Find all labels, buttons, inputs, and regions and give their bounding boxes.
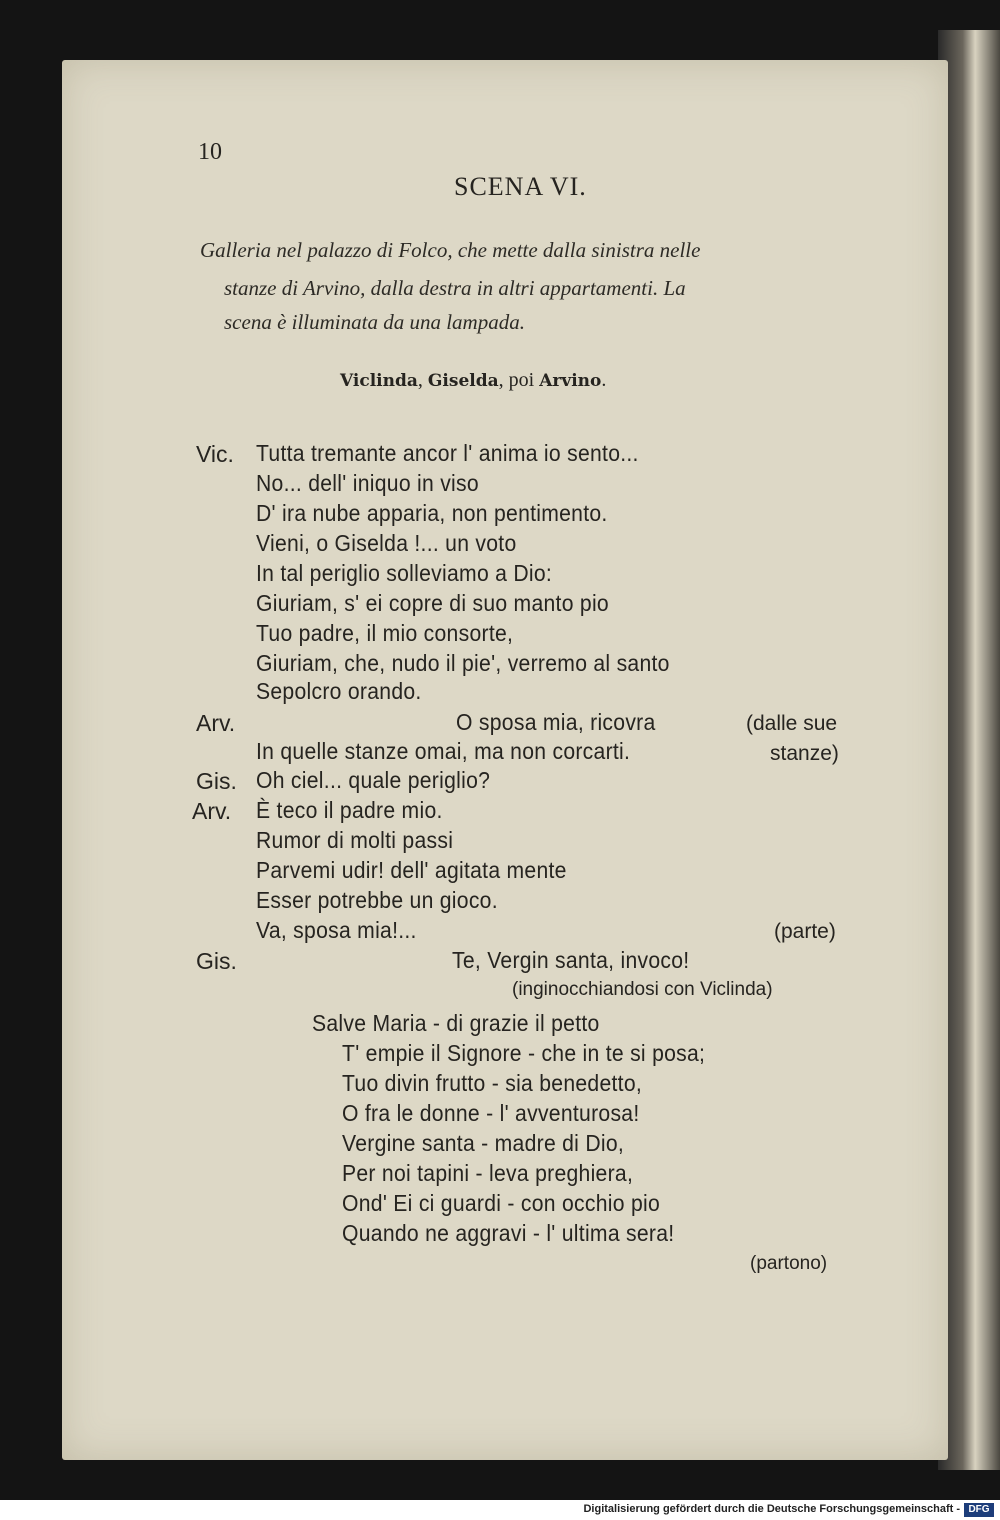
page-number: 10 — [198, 139, 222, 165]
speaker-label: Gis. — [196, 948, 237, 974]
stage-direction: (dalle sue — [746, 712, 838, 735]
verse-line: Tuo padre, il mio consorte, — [256, 620, 514, 646]
character-list: Viclinda, Giselda, poi Arvino. — [340, 369, 607, 391]
verse-line: Giuriam, che, nudo il pie', verremo al santo — [256, 650, 670, 676]
verse-line: Parvemi udir! dell' agitata mente — [256, 857, 567, 883]
verse-line: Sepolcro orando. — [256, 678, 422, 704]
speaker-label: Arv. — [192, 798, 232, 824]
verse-line: Rumor di molti passi — [256, 827, 454, 853]
stage-direction-line: stanze di Arvino, dalla destra in altri appartamenti. La — [224, 276, 686, 300]
prayer-line: Vergine santa - madre di Dio, — [342, 1130, 625, 1156]
verse-line: Te, Vergin santa, invoco! — [452, 947, 690, 973]
speaker-label: Gis. — [196, 768, 237, 794]
prayer-line: Per noi tapini - leva preghiera, — [342, 1160, 634, 1186]
prayer-line: Salve Maria - di grazie il petto — [312, 1010, 600, 1036]
verse-line: Tutta tremante ancor l' anima io sento... — [256, 440, 639, 466]
speaker-label: Vic. — [196, 441, 234, 467]
prayer-line: Ond' Ei ci guardi - con occhio pio — [342, 1190, 661, 1216]
verse-line: Vieni, o Giselda !... un voto — [256, 530, 517, 556]
character-separator: , — [417, 369, 423, 391]
stage-direction: stanze) — [770, 742, 839, 765]
verse-line: O sposa mia, ricovra — [456, 709, 656, 735]
stage-direction: (inginocchiandosi con Viclinda) — [512, 979, 773, 1000]
verse-line: In tal periglio solleviamo a Dio: — [256, 560, 553, 586]
character-name: Giselda — [427, 371, 499, 391]
speaker-label: Arv. — [196, 710, 236, 736]
stage-direction: (parte) — [774, 920, 836, 943]
dfg-logo: DFG — [964, 1503, 994, 1517]
prayer-line: Quando ne aggravi - l' ultima sera! — [342, 1220, 675, 1246]
character-name: Arvino — [539, 371, 602, 391]
verse-line: D' ira nube apparia, non pentimento. — [256, 500, 608, 526]
stage-direction-line: Galleria nel palazzo di Folco, che mette dalla sinistra nelle — [200, 238, 701, 262]
character-separator: , poi — [498, 369, 535, 391]
prayer-line: Tuo divin frutto - sia benedetto, — [342, 1070, 643, 1096]
scene-title: SCENA VI. — [454, 172, 587, 201]
verse-line: In quelle stanze omai, ma non corcarti. — [256, 738, 631, 764]
character-name: Viclinda — [340, 371, 418, 391]
verse-line: Oh ciel... quale periglio? — [256, 767, 491, 793]
verse-line: Giuriam, s' ei copre di suo manto pio — [256, 590, 609, 616]
prayer-line: O fra le donne - l' avventurosa! — [342, 1100, 640, 1126]
verse-line: Va, sposa mia!... — [256, 917, 417, 943]
verse-line: No... dell' iniquo in viso — [256, 470, 479, 496]
exit-direction: (partono) — [750, 1253, 828, 1274]
stage-direction-line: scena è illuminata da una lampada. — [224, 310, 525, 334]
verse-line: Esser potrebbe un gioco. — [256, 887, 498, 913]
verse-line: È teco il padre mio. — [256, 797, 443, 823]
footer-credit: Digitalisierung gefördert durch die Deutsche Forschungsgemeinschaft - — [583, 1503, 960, 1515]
prayer-line: T' empie il Signore - che in te si posa; — [342, 1040, 706, 1066]
